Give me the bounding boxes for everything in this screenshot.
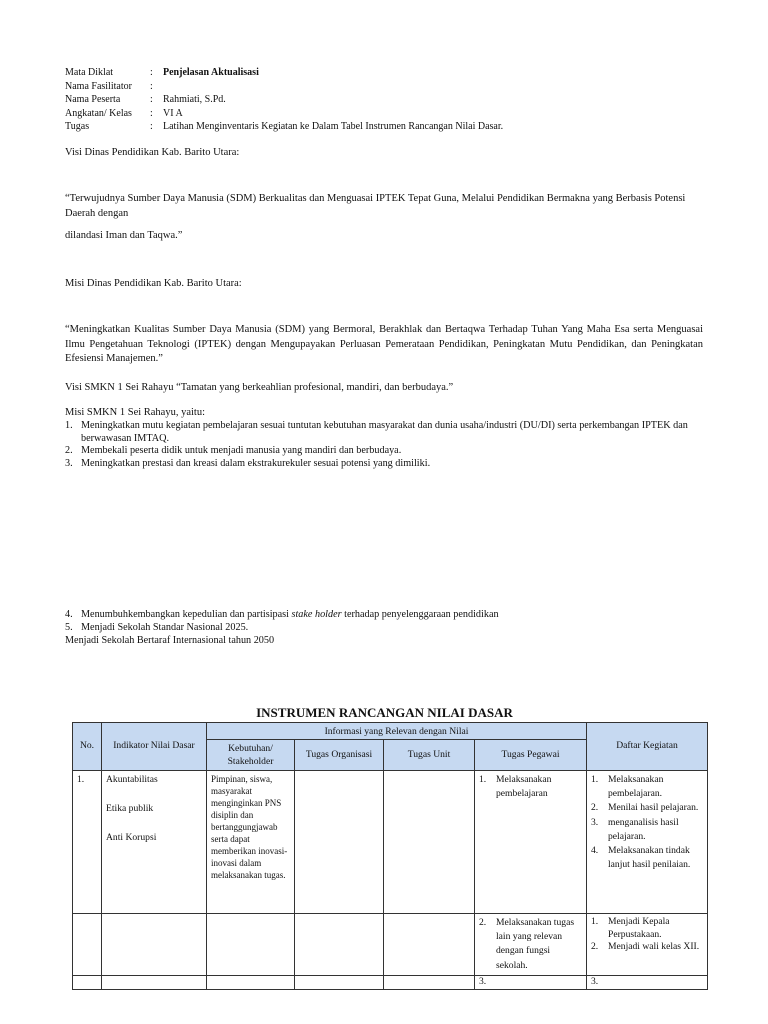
list-item: 3. menganalisis hasil pelajaran. bbox=[591, 816, 679, 842]
list-item: 2. Menjadi wali kelas XII. bbox=[591, 941, 700, 952]
table-title: INSTRUMEN RANCANGAN NILAI DASAR bbox=[256, 705, 513, 720]
header-label: Tugas bbox=[65, 121, 90, 132]
misi-smk-list-cont bbox=[65, 609, 710, 634]
visi-smk-text: Visi SMKN 1 Sei Rahayu “Tamatan yang berkeahlian profesional, mandiri, dan berbudaya.” bbox=[65, 382, 454, 393]
header-label: Nama Peserta bbox=[65, 94, 121, 105]
visi-dinas-text-cont: dilandasi Iman dan Taqwa.” bbox=[65, 230, 183, 241]
header-value: Rahmiati, S.Pd. bbox=[163, 94, 226, 105]
list-item: 1. Meningkatkan mutu kegiatan pembelajaran sesuai tuntutan kebutuhan masyarakat dan dunia usaha/industri (DU/DI) serta perkembangan IPTEK dan berwawasan IMTAQ. bbox=[65, 420, 688, 444]
header-info: Mata Diklat : Penjelasan Aktualisasi Nama Fasilitator : Nama Peserta : Rahmiati, S.Pd. Angkatan/ Kelas : VI A Tugas : Latihan Menginventaris Kegiatan ke Dalam Tabel Instrumen Rancangan Nilai Dasar. bbox=[65, 67, 504, 132]
instrumen-table bbox=[72, 722, 708, 990]
list-item: 2. Menilai hasil pelajaran. bbox=[591, 802, 699, 814]
list-item: 5. Menjadi Sekolah Standar Nasional 2025. bbox=[65, 621, 249, 633]
header-daftar-kegiatan: Daftar Kegiatan bbox=[587, 723, 708, 771]
table-row bbox=[73, 914, 708, 976]
header-indikator: Indikator Nilai Dasar bbox=[102, 723, 207, 771]
visi-dinas-heading: Visi Dinas Pendidikan Kab. Barito Utara: bbox=[65, 147, 240, 158]
header-label: Nama Fasilitator bbox=[65, 80, 132, 92]
header-tugas-pegawai: Tugas Pegawai bbox=[475, 740, 587, 771]
header-label: Mata Diklat bbox=[65, 67, 114, 78]
list-item: 1. Melaksanakan pembelajaran. bbox=[591, 774, 664, 800]
header-kebutuhan: Kebutuhan/ Stakeholder bbox=[207, 740, 295, 771]
table-row: 3. 3. bbox=[73, 975, 708, 989]
header-tugas-unit: Tugas Unit bbox=[384, 740, 475, 771]
list-item: 1. Melaksanakan pembelajaran bbox=[479, 774, 552, 800]
header-tugas-organisasi: Tugas Organisasi bbox=[295, 740, 384, 771]
misi-dinas-heading: Misi Dinas Pendidikan Kab. Barito Utara: bbox=[65, 278, 242, 289]
header-informasi: Informasi yang Relevan dengan Nilai bbox=[207, 723, 587, 740]
header-value: VI A bbox=[163, 107, 183, 119]
list-item: 1. Menjadi Kepala Perpustakaan. bbox=[591, 916, 670, 940]
tugas-pegawai-cell bbox=[475, 771, 587, 914]
indikator-cell: Akuntabilitas Etika publik Anti Korupsi bbox=[102, 771, 207, 914]
header-value: Penjelasan Aktualisasi bbox=[163, 67, 259, 78]
header-value: Latihan Menginventaris Kegiatan ke Dalam Tabel Instrumen Rancangan Nilai Dasar. bbox=[163, 121, 504, 132]
tugas-organisasi-cell bbox=[295, 771, 384, 914]
list-item: 2. Melaksanakan tugas lain yang relevan dengan fungsi sekolah. bbox=[479, 917, 575, 971]
list-item: 2. Membekali peserta didik untuk menjadi manusia yang mandiri dan berbudaya. bbox=[65, 445, 402, 457]
misi-dinas-text: “Meningkatkan Kualitas Sumber Daya Manusia (SDM) yang Bermoral, Berakhlak dan Bertaqwa Terhadap Tuhan Yang Maha Esa serta Menguasai Ilmu Pengetahuan Teknologi (IPTEK) dengan Mengupayakan Perluasan Pemerataan Pendidikan, Peningkatan Mutu Pendidikan, dan Peningkatan Efesiensi Manajemen.” bbox=[65, 324, 703, 364]
misi-smk-heading: Misi SMKN 1 Sei Rahayu, yaitu: bbox=[65, 407, 206, 418]
tugas-pegawai-cell bbox=[475, 914, 587, 976]
header-no: No. bbox=[73, 723, 102, 771]
misi-smk-extra: Menjadi Sekolah Bertaraf Internasional tahun 2050 bbox=[65, 635, 275, 646]
table-row: 1. Akuntabilitas Etika publik Anti Korupsi Pimpinan, siswa, masyarakat menginginkan PNS disiplin dan bertanggungjawab serta dapat memberikan inovasi-inovasi dalam melaksanakan tugas. 1. Melaksanakan pembelajaran 1. Melaksanakan pembelajaran. 2. Menilai hasil pelajaran. 3. menganalisis hasil pelajaran. 4. Melaksanakan tindak lanjut hasil penilaian. bbox=[73, 771, 708, 914]
kebutuhan-cell: Pimpinan, siswa, masyarakat menginginkan PNS disiplin dan bertanggungjawab serta dapat memberikan inovasi-inovasi dalam melaksanakan tugas. bbox=[207, 771, 295, 914]
misi-smk-list bbox=[65, 420, 710, 470]
list-item: 4. Menumbuhkembangkan kepedulian dan partisipasi stake holder terhadap penyelenggaraan pendidikan bbox=[65, 609, 499, 620]
tugas-unit-cell bbox=[384, 771, 475, 914]
kegiatan-cell bbox=[587, 771, 708, 914]
visi-dinas-text: “Terwujudnya Sumber Daya Manusia (SDM) Berkualitas dan Menguasai IPTEK Tepat Guna, Melalui Pendidikan Bermakna yang Berbasis Potensi Daerah dengan bbox=[65, 193, 686, 219]
list-item: 4. Melaksanakan tindak lanjut hasil penilaian. bbox=[591, 845, 691, 871]
kegiatan-cell bbox=[587, 914, 708, 976]
header-label: Angkatan/ Kelas bbox=[65, 107, 132, 119]
list-item: 3. Meningkatkan prestasi dan kreasi dalam ekstrakurekuler sesuai potensi yang dimiliki. bbox=[65, 457, 431, 469]
